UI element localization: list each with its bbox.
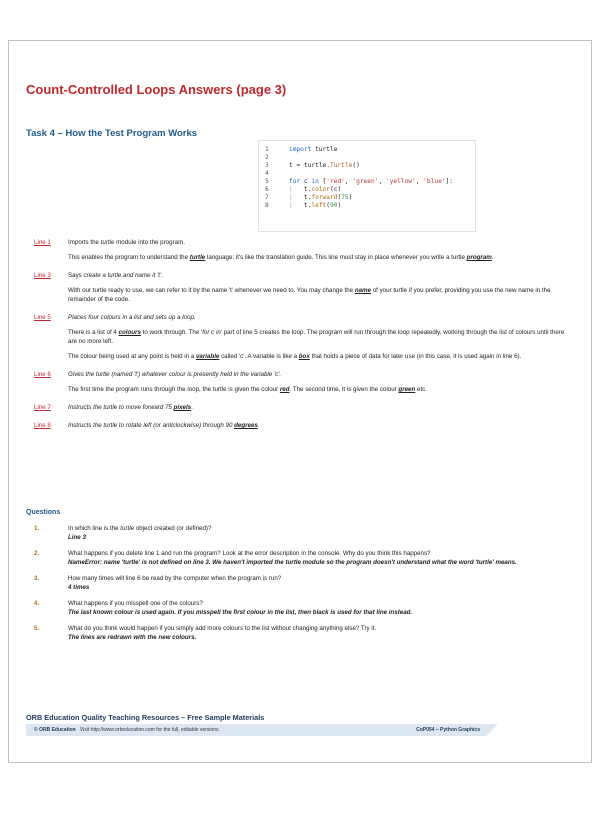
question-text: How many times will line 6 be read by the computer when the program is run? xyxy=(68,575,282,582)
text: etc. xyxy=(415,386,427,393)
code-line xyxy=(259,202,475,210)
text: This enables the program to understand the xyxy=(68,254,190,261)
text: Gives the turtle (named 't') whatever colour is presently held in the variable 'c'. xyxy=(68,371,282,378)
page-title: Count-Controlled Loops Answers (page 3) xyxy=(26,82,287,97)
question-item xyxy=(26,524,571,542)
entry-paragraph xyxy=(68,328,571,346)
line-number: 5 xyxy=(265,178,269,185)
text: . The second time, it is given the colour xyxy=(289,386,399,393)
code-token: [ xyxy=(318,178,327,185)
code-token: , xyxy=(415,178,424,185)
text: turtle xyxy=(100,239,115,246)
entry-paragraph xyxy=(68,352,571,361)
footer-left xyxy=(34,727,220,733)
entry-title xyxy=(68,370,571,379)
text: The first time the program runs through the loop, the turtle is given the colour xyxy=(68,386,280,393)
entry-paragraph xyxy=(68,385,571,394)
indent-guide: | xyxy=(289,186,293,193)
line-label: Line 7 xyxy=(34,404,51,411)
entry-line-7 xyxy=(26,403,571,412)
text: . xyxy=(161,272,163,279)
code-line xyxy=(259,178,475,186)
code-block xyxy=(258,140,476,232)
code-token: ) xyxy=(348,194,353,201)
line-label: Line 3 xyxy=(34,272,51,279)
keyword: variable xyxy=(195,353,220,360)
entry-paragraph xyxy=(68,286,571,304)
text: turtle xyxy=(120,525,135,532)
code-token: t. xyxy=(303,202,312,209)
code-token: left xyxy=(311,202,327,209)
text: of your turtle if you prefer, providing you use the new name in the remainder of the code. xyxy=(68,287,551,303)
code-token: import xyxy=(289,146,312,153)
code-token: c xyxy=(300,178,312,185)
code-token: , xyxy=(344,178,353,185)
code-token: () xyxy=(352,162,360,169)
code-token: 90 xyxy=(330,202,338,209)
keyword: box xyxy=(298,353,310,360)
code-line xyxy=(259,154,475,162)
question-text: What happens if you misspell one of the colours? xyxy=(68,600,203,607)
code-token: color xyxy=(311,186,331,193)
text: Instructs the turtle to rotate left (or anticlockwise) through 90 xyxy=(68,422,235,429)
code-token: forward xyxy=(311,194,338,201)
keyword: program xyxy=(466,254,492,261)
code-token: ( xyxy=(337,194,342,201)
question-answer: The lines are redrawn with the new colours. xyxy=(68,634,197,641)
question-answer: NameError: name 'turtle' is not defined on line 3. We haven't imported the turtle module so the program doesn't understand what the word 'turtle' means. xyxy=(68,559,517,566)
line-label: Line 1 xyxy=(34,239,51,246)
entry-title xyxy=(68,403,571,412)
text: Places four colours in a list and sets up a loop. xyxy=(68,314,196,321)
code-token: 'yellow' xyxy=(385,178,416,185)
footer-link[interactable]: Visit http://www.orbeducation.com for the full, editable versions. xyxy=(79,727,220,733)
indent-guide: | xyxy=(289,194,293,201)
code-token: ]: xyxy=(445,178,453,185)
question-number: 1. xyxy=(34,525,40,532)
line-explanations xyxy=(26,238,571,437)
text: create a turtle and name it 't' xyxy=(83,272,162,279)
entry-head xyxy=(26,403,571,412)
question-number: 5. xyxy=(34,625,40,632)
line-number: 1 xyxy=(265,146,269,153)
text: for c in' xyxy=(202,329,222,336)
entry-title xyxy=(68,238,571,247)
question-number: 2. xyxy=(34,550,40,557)
keyword: colours xyxy=(118,329,141,336)
line-label: Line 5 xyxy=(34,314,51,321)
code-token: turtle xyxy=(311,146,338,153)
question-item xyxy=(26,574,571,592)
code-line xyxy=(259,186,475,194)
entry-head xyxy=(26,271,571,280)
text: With our turtle ready to use, we can refer to it by the name 't' whenever we need to. You may change the xyxy=(68,287,355,294)
entry-line-1 xyxy=(26,238,571,262)
entry-head xyxy=(26,313,571,322)
question-text: What happens if you delete line 1 and run the program? Look at the error description in the console. Why do you think this happens? xyxy=(68,550,431,557)
text: Imports the xyxy=(68,239,101,246)
keyword: red xyxy=(279,386,290,393)
questions-heading: Questions xyxy=(26,509,61,516)
code-token: (c) xyxy=(330,186,342,193)
footer-code: CoP054 – Python Graphics xyxy=(416,727,480,733)
text: that holds a piece of data for later use (in this case, it is used again in line 6). xyxy=(309,353,522,360)
text: language; it's like the translation guide. This line must stay in place whenever you write a turtle xyxy=(205,254,467,261)
text: module into the program. xyxy=(114,239,185,246)
text: object created (or defined)? xyxy=(134,525,212,532)
code-token: Turtle xyxy=(329,162,353,169)
questions-list xyxy=(26,524,571,649)
entry-title xyxy=(68,313,571,322)
text: Instructs the turtle to move forward 75 xyxy=(68,404,174,411)
text: There is a list of 4 xyxy=(68,329,119,336)
code-token: t. xyxy=(303,194,312,201)
code-token: 'red' xyxy=(326,178,345,185)
entry-title xyxy=(68,271,571,280)
code-line xyxy=(259,162,475,170)
question-answer: The last known colour is used again. If you misspell the first colour in the list, then black is used for that line instead. xyxy=(68,609,413,616)
text: The colour being used at any point is held in a xyxy=(68,353,196,360)
code-token: ) xyxy=(337,202,342,209)
keyword: degrees xyxy=(234,422,258,429)
code-token: t. xyxy=(303,186,312,193)
text: to work through. The ' xyxy=(140,329,203,336)
question-item xyxy=(26,599,571,617)
question-item xyxy=(26,624,571,642)
line-number: 6 xyxy=(265,186,269,193)
entry-line-6 xyxy=(26,370,571,394)
task-heading: Task 4 – How the Test Program Works xyxy=(26,128,198,139)
line-number: 3 xyxy=(265,162,269,169)
entry-head xyxy=(26,370,571,379)
text: . xyxy=(491,254,494,261)
text: part of line 5 creates the loop. The program will run through the loop repeatedly, working through the list of colours until there are no more left. xyxy=(68,329,565,345)
entry-paragraph xyxy=(68,253,571,262)
question-answer: Line 3 xyxy=(68,534,86,541)
keyword: pixels xyxy=(173,404,192,411)
line-label: Line 8 xyxy=(34,422,51,429)
line-number: 2 xyxy=(265,154,269,161)
entry-head xyxy=(26,421,571,430)
code-token: t = turtle. xyxy=(289,162,330,169)
code-token: 75 xyxy=(341,194,349,201)
code-token: ( xyxy=(326,202,331,209)
question-item xyxy=(26,549,571,567)
line-number: 4 xyxy=(265,170,269,177)
question-text: What do you think would happen if you simply add more colours to the list without changing anything else? Try it. xyxy=(68,625,377,632)
footer-bar-tip xyxy=(486,724,498,736)
text: . xyxy=(191,404,193,411)
code-token: 'blue' xyxy=(423,178,446,185)
entry-head xyxy=(26,238,571,247)
line-number: 8 xyxy=(265,202,269,209)
code-line xyxy=(259,146,475,154)
footer-brand: © ORB Education xyxy=(34,727,76,733)
keyword: green xyxy=(398,386,416,393)
question-answer: 4 times xyxy=(68,584,90,591)
question-text xyxy=(68,524,571,533)
code-token: in xyxy=(311,178,319,185)
code-line xyxy=(259,170,475,178)
text: called 'c'. A variable is like a xyxy=(219,353,299,360)
code-token: for xyxy=(289,178,301,185)
code-token: , xyxy=(378,178,386,185)
keyword: turtle xyxy=(189,254,206,261)
entry-line-8 xyxy=(26,421,571,430)
entry-title xyxy=(68,421,571,430)
text: In which line is the xyxy=(68,525,121,532)
footer-title: ORB Education Quality Teaching Resources – Free Sample Materials xyxy=(26,713,265,722)
entry-line-5 xyxy=(26,313,571,361)
code-line xyxy=(259,194,475,202)
text: . xyxy=(257,422,260,429)
keyword: name xyxy=(354,287,371,294)
text: Says xyxy=(68,272,84,279)
code-token: 'green' xyxy=(352,178,379,185)
line-number: 7 xyxy=(265,194,269,201)
entry-line-3 xyxy=(26,271,571,304)
indent-guide: | xyxy=(289,202,293,209)
question-number: 3. xyxy=(34,575,40,582)
question-number: 4. xyxy=(34,600,40,607)
line-label: Line 6 xyxy=(34,371,51,378)
